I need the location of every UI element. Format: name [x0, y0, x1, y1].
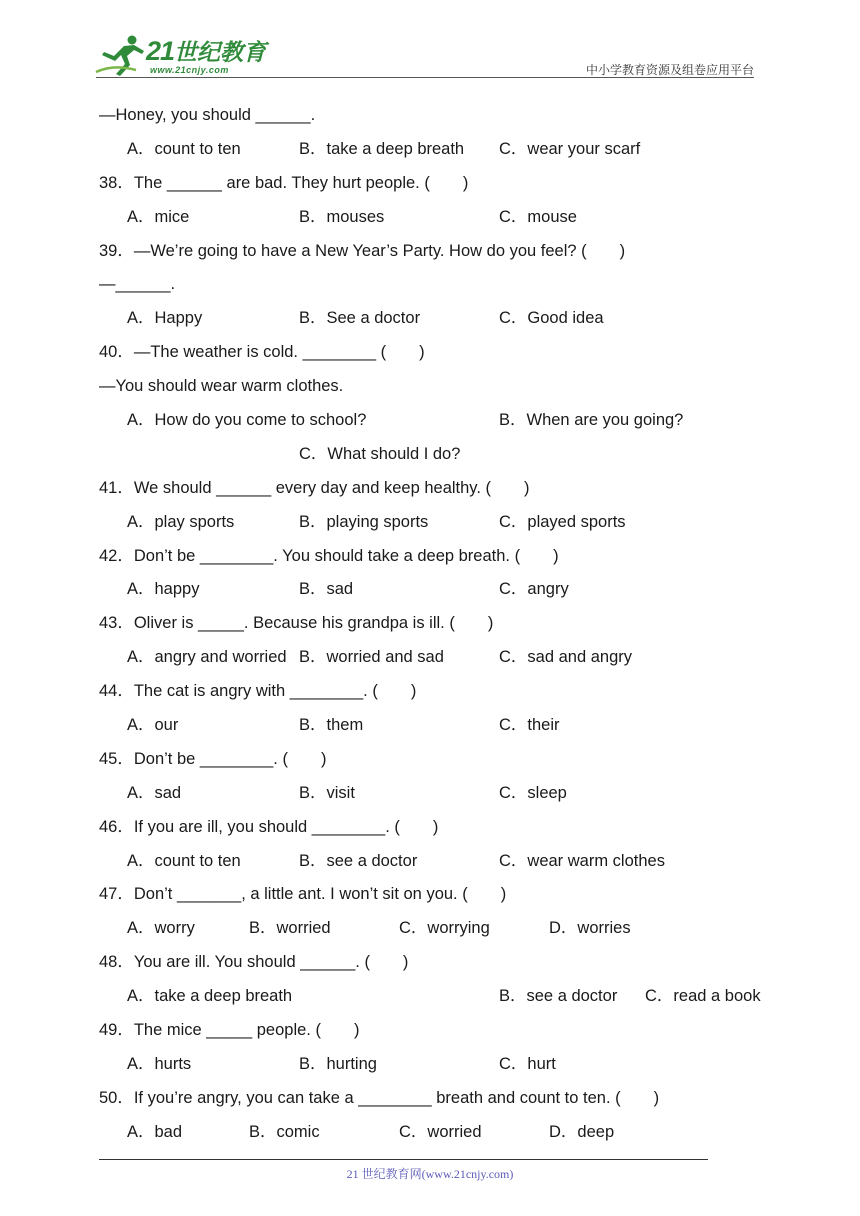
question-stem: 40．—The weather is cold. ________ ( )	[99, 343, 425, 362]
logo-wordmark	[146, 34, 266, 67]
option-row	[99, 201, 779, 235]
option-b: B．take a deep breath	[299, 139, 465, 158]
option-a: A．take a deep breath	[127, 987, 293, 1006]
option-a: A．happy	[127, 580, 200, 599]
question-stem: 45．Don’t be ________. ( )	[99, 749, 327, 768]
option-a: A．worry	[127, 919, 195, 938]
option-b: B．See a doctor	[299, 309, 421, 328]
question-stem: 50．If you’re angry, you can take a ________ breath and count to ten. ( )	[99, 1088, 660, 1107]
option-c: C．hurt	[499, 1054, 556, 1073]
option-a: A．count to ten	[127, 851, 241, 870]
logo-url: www.21cnjy.com	[150, 65, 229, 75]
option-row	[99, 709, 779, 743]
option-c: C．played sports	[499, 512, 626, 531]
option-c: C．What should I do?	[299, 444, 461, 463]
option-c: C．Good idea	[499, 309, 604, 328]
question-stem: 43．Oliver is _____. Because his grandpa is ill. ( )	[99, 614, 494, 633]
page-header	[0, 0, 860, 80]
option-d: D．worries	[549, 919, 631, 938]
question-stem: —You should wear warm clothes.	[99, 377, 344, 396]
runner-logo-icon	[94, 34, 150, 78]
option-c: C．angry	[499, 580, 569, 599]
question-stem: 48．You are ill. You should ______. ( )	[99, 953, 409, 972]
option-row	[99, 1116, 779, 1150]
option-c: C．mouse	[499, 207, 577, 226]
option-a: A．How do you come to school?	[127, 411, 367, 430]
option-a: A．hurts	[127, 1054, 192, 1073]
option-a: A．Happy	[127, 309, 203, 328]
header-platform-text: 中小学教育资源及组卷应用平台	[585, 63, 754, 77]
option-a: A．our	[127, 716, 179, 735]
option-row	[99, 133, 779, 167]
question-stem: 46．If you are ill, you should ________. ( )	[99, 817, 439, 836]
option-b: B．worried	[249, 919, 331, 938]
option-c: C．worried	[399, 1122, 482, 1141]
question-stem: 41．We should ______ every day and keep healthy. ( )	[99, 478, 530, 497]
option-row	[99, 573, 779, 607]
option-b: B．comic	[249, 1122, 320, 1141]
option-b: B．sad	[299, 580, 354, 599]
question-stem: 38．The ______ are bad. They hurt people. ( )	[99, 173, 469, 192]
option-row	[99, 641, 779, 675]
question-stem: —Honey, you should ______.	[99, 106, 316, 124]
question-stem: 44．The cat is angry with ________. ( )	[99, 682, 417, 701]
question-list	[99, 99, 779, 1150]
option-c: C．worrying	[399, 919, 490, 938]
option-b: B．see a doctor	[299, 851, 418, 870]
option-b: B．hurting	[299, 1054, 377, 1073]
option-a: A．bad	[127, 1122, 183, 1141]
option-b: B．see a doctor	[499, 987, 618, 1006]
option-row	[99, 438, 779, 472]
option-d: D．deep	[549, 1122, 615, 1141]
option-row	[99, 1048, 779, 1082]
option-c: C．read a book	[645, 987, 761, 1006]
option-b: B．playing sports	[299, 512, 429, 531]
option-row	[99, 845, 779, 879]
option-c: C．wear your scarf	[499, 139, 641, 158]
question-stem: —______.	[99, 275, 176, 294]
option-row	[99, 912, 779, 946]
footer-divider	[99, 1159, 708, 1160]
option-row	[99, 404, 779, 438]
option-c: C．their	[499, 716, 560, 735]
option-row	[99, 302, 779, 336]
header-divider	[96, 77, 754, 78]
option-b: B．When are you going?	[499, 411, 684, 430]
option-a: A．mice	[127, 207, 190, 226]
question-stem: 42．Don’t be ________. You should take a deep breath. ( )	[99, 546, 559, 565]
option-b: B．worried and sad	[299, 648, 444, 667]
question-stem: 49．The mice _____ people. ( )	[99, 1021, 360, 1040]
option-c: C．sad and angry	[499, 648, 632, 667]
site-logo[interactable]	[94, 34, 267, 78]
option-b: B．mouses	[299, 207, 385, 226]
option-b: B．visit	[299, 783, 355, 802]
option-row	[99, 506, 779, 540]
option-c: C．sleep	[499, 783, 567, 802]
option-a: A．count to ten	[127, 139, 241, 158]
logo-number: 21	[146, 36, 175, 66]
option-a: A．play sports	[127, 512, 235, 531]
option-a: A．angry and worried	[127, 648, 287, 667]
option-c: C．wear warm clothes	[499, 851, 665, 870]
logo-chinese: 世纪教育	[174, 39, 267, 65]
option-row	[99, 980, 779, 1014]
question-stem: 47．Don’t _______, a little ant. I won’t sit on you. ( )	[99, 885, 507, 904]
option-row	[99, 777, 779, 811]
option-a: A．sad	[127, 783, 182, 802]
question-stem: 39．—We’re going to have a New Year’s Party. How do you feel? ( )	[99, 241, 626, 260]
footer-text[interactable]: 21 世纪教育网(www.21cnjy.com)	[346, 1167, 514, 1181]
option-b: B．them	[299, 716, 364, 735]
